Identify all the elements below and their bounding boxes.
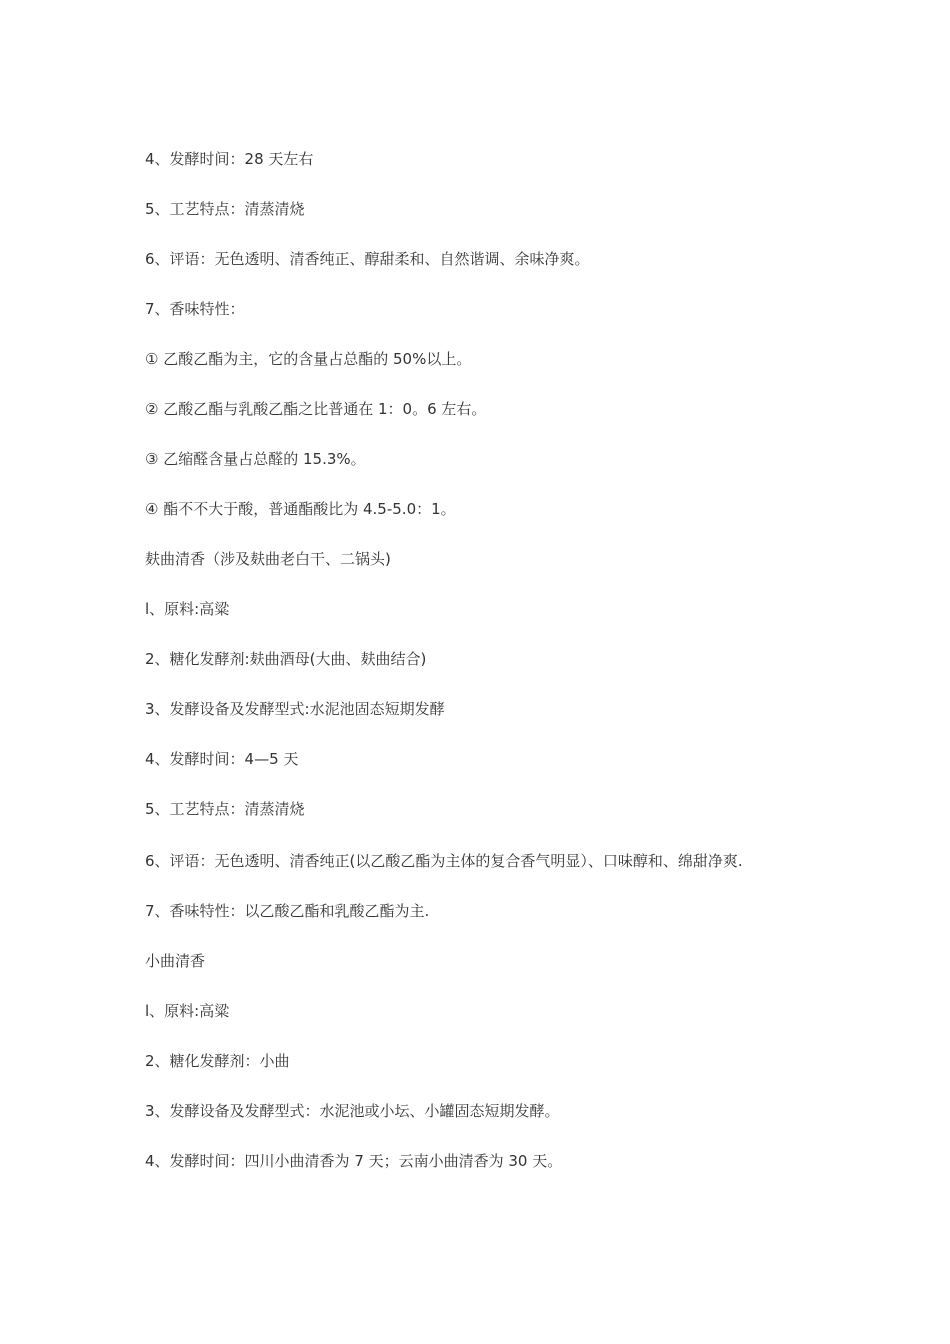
paragraph: 7、香味特性：以乙酸乙酯和乳酸乙酯为主. bbox=[145, 902, 430, 920]
paragraph: l、原料:高粱 bbox=[145, 1002, 230, 1020]
paragraph: 5、工艺特点：清蒸清烧 bbox=[145, 200, 305, 218]
paragraph: 2、糖化发酵剂：小曲 bbox=[145, 1052, 290, 1070]
paragraph: 6、评语：无色透明、清香纯正、醇甜柔和、自然谐调、余味净爽。 bbox=[145, 250, 590, 268]
paragraph: 5、工艺特点：清蒸清烧 bbox=[145, 800, 305, 818]
document-body bbox=[145, 150, 810, 1202]
list-item: ④ 酯不不大于酸，普通酯酸比为 4.5-5.0：1。 bbox=[145, 500, 456, 518]
paragraph: 4、发酵时间：4—5 天 bbox=[145, 750, 299, 768]
list-item: ① 乙酸乙酯为主，它的含量占总酯的 50%以上。 bbox=[145, 350, 472, 368]
list-item: ③ 乙缩醛含量占总醛的 15.3%。 bbox=[145, 450, 366, 468]
section-heading: 小曲清香 bbox=[145, 952, 206, 970]
paragraph: 2、糖化发酵剂:麸曲酒母(大曲、麸曲结合) bbox=[145, 650, 427, 668]
paragraph: l、原料:高粱 bbox=[145, 600, 230, 618]
paragraph: 3、发酵设备及发酵型式：水泥池或小坛、小罐固态短期发酵。 bbox=[145, 1102, 560, 1120]
paragraph: 3、发酵设备及发酵型式:水泥池固态短期发酵 bbox=[145, 700, 445, 718]
paragraph: 7、香味特性： bbox=[145, 300, 245, 318]
paragraph: 4、发酵时间：28 天左右 bbox=[145, 150, 314, 168]
list-item: ② 乙酸乙酯与乳酸乙酯之比普通在 1：0。6 左右。 bbox=[145, 400, 487, 418]
section-heading: 麸曲清香（涉及麸曲老白干、二锅头) bbox=[145, 550, 391, 568]
paragraph: 4、发酵时间：四川小曲清香为 7 天；云南小曲清香为 30 天。 bbox=[145, 1152, 563, 1170]
paragraph: 6、评语：无色透明、清香纯正(以乙酸乙酯为主体的复合香气明显）、口味醇和、绵甜净爽. bbox=[145, 852, 743, 870]
